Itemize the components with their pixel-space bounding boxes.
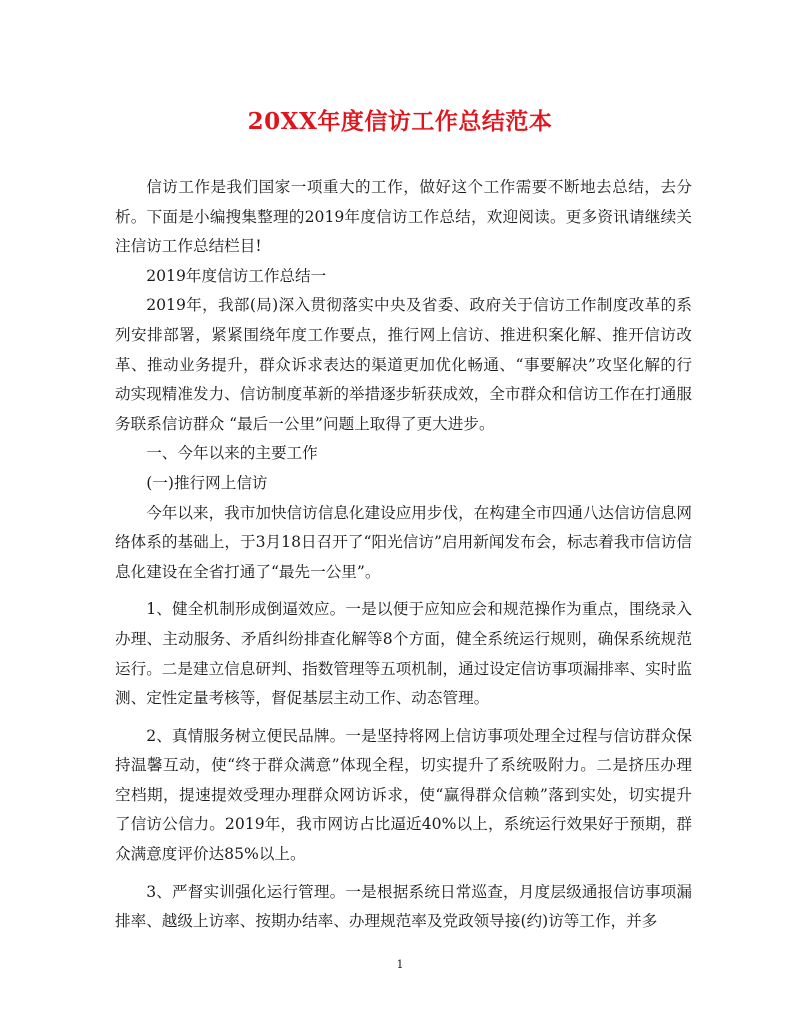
online-petition-paragraph: 今年以来，我市加快信访信息化建设应用步伐，在构建全市四通八达信访信息网络体系的基础上，于3月18日召开了“阳光信访”启用新闻发布会，标志着我市信访信息化建设在全省打通了“最先一公里”。 [115, 503, 692, 581]
section-heading-main-work: 一、今年以来的主要工作 [146, 444, 318, 463]
item-1-paragraph: 1、健全机制形成倒逼效应。一是以便于应知应会和规范操作为重点，围绕录入办理、主动服务、矛盾纠纷排查化解等8个方面，健全系统运行规则，确保系统规范运行。二是建立信息研判、指数管理等五项机制，通过设定信访事项漏排率、实时监测、定性定量考核等，督促基层主动工作、动态管理。 [115, 600, 692, 708]
page-number: 1 [396, 958, 404, 971]
document-body [115, 173, 692, 937]
section-heading-summary-one: 2019年度信访工作总结一 [146, 266, 327, 285]
document-title: 20XX年度信访工作总结范本 [247, 108, 553, 135]
item-2-paragraph: 2、真情服务树立便民品牌。一是坚持将网上信访事项处理全过程与信访群众保持温馨互动，使“终于群众满意”体现全程，切实提升了系统吸附力。二是挤压办理空档期，提速提效受理办理群众网访诉求，使“赢得群众信赖”落到实处，切实提升了信访公信力。2019年，我市网访占比逼近40%以上，系统运行效果好于预期，群众满意度评价达85%以上。 [115, 726, 692, 864]
intro-paragraph: 信访工作是我们国家一项重大的工作，做好这个工作需要不断地去总结，去分析。下面是小编搜集整理的2019年度信访工作总结，欢迎阅读。更多资讯请继续关注信访工作总结栏目! [115, 178, 692, 256]
overview-paragraph: 2019年，我部(局)深入贯彻落实中央及省委、政府关于信访工作制度改革的系列安排部署，紧紧围绕年度工作要点，推行网上信访、推进积案化解、推开信访改革、推动业务提升，群众诉求表达的渠道更加优化畅通、“事要解决”攻坚化解的行动实现精准发力、信访制度革新的举措逐步斩获成效，全市群众和信访工作在打通服务联系信访群众 “最后一公里”问题上取得了更大进步。 [115, 296, 692, 433]
item-3-paragraph: 3、严督实训强化运行管理。一是根据系统日常巡查，月度层级通报信访事项漏排率、越级上访率、按期办结率、办理规范率及党政领导接(约)访等工作，并多 [115, 882, 692, 931]
subsection-heading-online-petition: (一)推行网上信访 [146, 473, 268, 492]
